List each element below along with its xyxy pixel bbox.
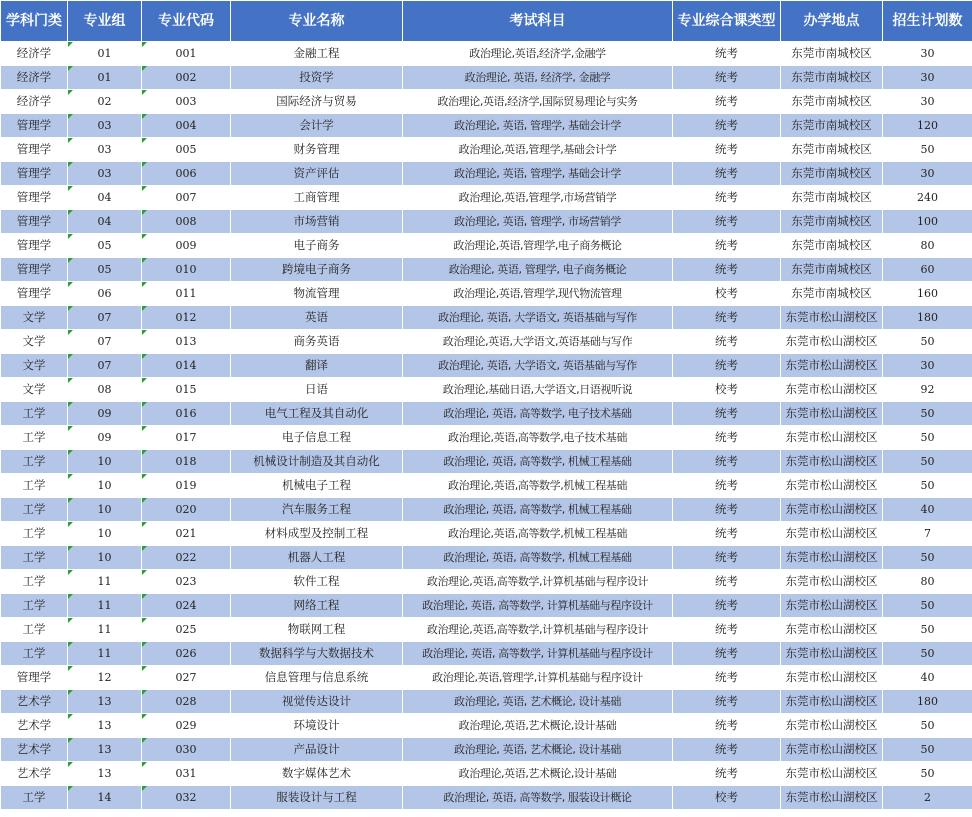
cell-quota: 50 bbox=[883, 450, 972, 474]
cell-quota: 50 bbox=[883, 546, 972, 570]
cell-group: 03 bbox=[68, 138, 142, 162]
cell-campus: 东莞市松山湖校区 bbox=[781, 762, 883, 786]
cell-discipline: 工学 bbox=[1, 618, 68, 642]
cell-campus: 东莞市松山湖校区 bbox=[781, 738, 883, 762]
cell-exam-subjects: 政治理论, 英语, 管理学, 基础会计学 bbox=[403, 114, 673, 138]
cell-exam-subjects: 政治理论, 英语, 管理学, 市场营销学 bbox=[403, 210, 673, 234]
cell-major-name: 汽车服务工程 bbox=[231, 498, 403, 522]
table-row bbox=[1, 738, 972, 762]
cell-discipline: 文学 bbox=[1, 306, 68, 330]
table-row bbox=[1, 474, 972, 498]
cell-exam-type: 统考 bbox=[673, 402, 781, 426]
cell-discipline: 工学 bbox=[1, 594, 68, 618]
cell-quota: 50 bbox=[883, 642, 972, 666]
header-exam-type: 专业综合课类型 bbox=[673, 1, 781, 42]
cell-major-code: 016 bbox=[142, 402, 231, 426]
cell-exam-subjects: 政治理论,英语,高等数学,电子技术基础 bbox=[403, 426, 673, 450]
cell-discipline: 经济学 bbox=[1, 90, 68, 114]
table-row bbox=[1, 90, 972, 114]
cell-major-code: 014 bbox=[142, 354, 231, 378]
cell-campus: 东莞市松山湖校区 bbox=[781, 522, 883, 546]
cell-exam-subjects: 政治理论, 英语, 经济学, 金融学 bbox=[403, 66, 673, 90]
cell-quota: 80 bbox=[883, 234, 972, 258]
cell-campus: 东莞市南城校区 bbox=[781, 42, 883, 66]
cell-exam-type: 统考 bbox=[673, 546, 781, 570]
cell-exam-type: 校考 bbox=[673, 786, 781, 810]
cell-major-name: 国际经济与贸易 bbox=[231, 90, 403, 114]
cell-exam-type: 统考 bbox=[673, 690, 781, 714]
cell-campus: 东莞市松山湖校区 bbox=[781, 690, 883, 714]
cell-discipline: 工学 bbox=[1, 498, 68, 522]
cell-exam-subjects: 政治理论,英语,高等数学,机械工程基础 bbox=[403, 474, 673, 498]
cell-discipline: 经济学 bbox=[1, 66, 68, 90]
cell-major-code: 024 bbox=[142, 594, 231, 618]
cell-campus: 东莞市松山湖校区 bbox=[781, 306, 883, 330]
cell-exam-type: 统考 bbox=[673, 570, 781, 594]
cell-quota: 40 bbox=[883, 666, 972, 690]
cell-discipline: 管理学 bbox=[1, 162, 68, 186]
cell-discipline: 工学 bbox=[1, 786, 68, 810]
table-row bbox=[1, 570, 972, 594]
cell-group: 10 bbox=[68, 450, 142, 474]
cell-group: 04 bbox=[68, 186, 142, 210]
cell-exam-type: 统考 bbox=[673, 738, 781, 762]
cell-major-code: 025 bbox=[142, 618, 231, 642]
cell-discipline: 管理学 bbox=[1, 138, 68, 162]
cell-group: 03 bbox=[68, 114, 142, 138]
cell-group: 13 bbox=[68, 714, 142, 738]
table-row bbox=[1, 546, 972, 570]
cell-discipline: 艺术学 bbox=[1, 762, 68, 786]
cell-exam-type: 统考 bbox=[673, 426, 781, 450]
cell-group: 10 bbox=[68, 474, 142, 498]
cell-campus: 东莞市南城校区 bbox=[781, 90, 883, 114]
table-row bbox=[1, 498, 972, 522]
cell-exam-type: 统考 bbox=[673, 162, 781, 186]
cell-major-name: 电子商务 bbox=[231, 234, 403, 258]
cell-major-code: 006 bbox=[142, 162, 231, 186]
cell-group: 11 bbox=[68, 594, 142, 618]
cell-exam-type: 统考 bbox=[673, 258, 781, 282]
cell-campus: 东莞市松山湖校区 bbox=[781, 330, 883, 354]
cell-discipline: 文学 bbox=[1, 330, 68, 354]
cell-discipline: 工学 bbox=[1, 642, 68, 666]
cell-quota: 50 bbox=[883, 738, 972, 762]
cell-exam-subjects: 政治理论, 英语, 高等数学, 机械工程基础 bbox=[403, 498, 673, 522]
cell-major-code: 023 bbox=[142, 570, 231, 594]
cell-exam-subjects: 政治理论, 英语, 艺术概论, 设计基础 bbox=[403, 738, 673, 762]
cell-exam-type: 统考 bbox=[673, 42, 781, 66]
table-row bbox=[1, 378, 972, 402]
cell-quota: 2 bbox=[883, 786, 972, 810]
cell-exam-type: 统考 bbox=[673, 330, 781, 354]
cell-major-name: 数字媒体艺术 bbox=[231, 762, 403, 786]
cell-exam-subjects: 政治理论,英语,管理学,计算机基础与程序设计 bbox=[403, 666, 673, 690]
cell-major-code: 005 bbox=[142, 138, 231, 162]
header-major-code: 专业代码 bbox=[142, 1, 231, 42]
cell-campus: 东莞市松山湖校区 bbox=[781, 426, 883, 450]
cell-group: 13 bbox=[68, 690, 142, 714]
header-group: 专业组 bbox=[68, 1, 142, 42]
cell-group: 11 bbox=[68, 642, 142, 666]
cell-exam-type: 统考 bbox=[673, 522, 781, 546]
cell-quota: 92 bbox=[883, 378, 972, 402]
cell-campus: 东莞市南城校区 bbox=[781, 258, 883, 282]
header-campus: 办学地点 bbox=[781, 1, 883, 42]
cell-exam-type: 统考 bbox=[673, 594, 781, 618]
cell-quota: 7 bbox=[883, 522, 972, 546]
cell-major-code: 029 bbox=[142, 714, 231, 738]
cell-group: 02 bbox=[68, 90, 142, 114]
cell-exam-subjects: 政治理论,英语,艺术概论,设计基础 bbox=[403, 762, 673, 786]
cell-group: 09 bbox=[68, 426, 142, 450]
cell-campus: 东莞市松山湖校区 bbox=[781, 570, 883, 594]
cell-major-code: 009 bbox=[142, 234, 231, 258]
cell-exam-subjects: 政治理论,英语,经济学,国际贸易理论与实务 bbox=[403, 90, 673, 114]
table-row bbox=[1, 234, 972, 258]
cell-quota: 50 bbox=[883, 474, 972, 498]
cell-campus: 东莞市松山湖校区 bbox=[781, 450, 883, 474]
cell-major-code: 003 bbox=[142, 90, 231, 114]
cell-major-name: 视觉传达设计 bbox=[231, 690, 403, 714]
cell-exam-type: 统考 bbox=[673, 138, 781, 162]
cell-major-name: 物联网工程 bbox=[231, 618, 403, 642]
cell-campus: 东莞市松山湖校区 bbox=[781, 498, 883, 522]
cell-group: 14 bbox=[68, 786, 142, 810]
cell-major-name: 数据科学与大数据技术 bbox=[231, 642, 403, 666]
cell-discipline: 管理学 bbox=[1, 258, 68, 282]
cell-major-name: 环境设计 bbox=[231, 714, 403, 738]
cell-major-code: 026 bbox=[142, 642, 231, 666]
cell-major-name: 机械电子工程 bbox=[231, 474, 403, 498]
table-row bbox=[1, 714, 972, 738]
table-row bbox=[1, 114, 972, 138]
table-row bbox=[1, 426, 972, 450]
table-row bbox=[1, 594, 972, 618]
cell-major-code: 020 bbox=[142, 498, 231, 522]
cell-major-code: 027 bbox=[142, 666, 231, 690]
cell-campus: 东莞市松山湖校区 bbox=[781, 354, 883, 378]
cell-major-name: 电气工程及其自动化 bbox=[231, 402, 403, 426]
table-header bbox=[1, 1, 972, 42]
cell-discipline: 管理学 bbox=[1, 186, 68, 210]
cell-discipline: 管理学 bbox=[1, 282, 68, 306]
cell-major-name: 工商管理 bbox=[231, 186, 403, 210]
cell-exam-type: 校考 bbox=[673, 282, 781, 306]
cell-group: 07 bbox=[68, 306, 142, 330]
cell-exam-type: 统考 bbox=[673, 762, 781, 786]
cell-group: 09 bbox=[68, 402, 142, 426]
cell-exam-type: 统考 bbox=[673, 498, 781, 522]
cell-group: 11 bbox=[68, 570, 142, 594]
cell-campus: 东莞市松山湖校区 bbox=[781, 546, 883, 570]
table-row bbox=[1, 666, 972, 690]
cell-major-name: 软件工程 bbox=[231, 570, 403, 594]
table-row bbox=[1, 258, 972, 282]
cell-group: 10 bbox=[68, 546, 142, 570]
table-row bbox=[1, 306, 972, 330]
cell-exam-type: 统考 bbox=[673, 114, 781, 138]
cell-exam-subjects: 政治理论, 英语, 高等数学, 计算机基础与程序设计 bbox=[403, 594, 673, 618]
cell-exam-type: 统考 bbox=[673, 642, 781, 666]
table-row bbox=[1, 786, 972, 810]
cell-exam-subjects: 政治理论,英语,管理学,现代物流管理 bbox=[403, 282, 673, 306]
cell-group: 11 bbox=[68, 618, 142, 642]
cell-exam-type: 统考 bbox=[673, 666, 781, 690]
cell-major-code: 032 bbox=[142, 786, 231, 810]
cell-major-name: 信息管理与信息系统 bbox=[231, 666, 403, 690]
cell-discipline: 文学 bbox=[1, 378, 68, 402]
cell-major-name: 材料成型及控制工程 bbox=[231, 522, 403, 546]
cell-exam-type: 统考 bbox=[673, 306, 781, 330]
cell-discipline: 管理学 bbox=[1, 114, 68, 138]
cell-group: 03 bbox=[68, 162, 142, 186]
cell-exam-subjects: 政治理论, 英语, 管理学, 电子商务概论 bbox=[403, 258, 673, 282]
cell-group: 06 bbox=[68, 282, 142, 306]
cell-campus: 东莞市南城校区 bbox=[781, 114, 883, 138]
cell-group: 07 bbox=[68, 354, 142, 378]
cell-major-code: 028 bbox=[142, 690, 231, 714]
cell-quota: 50 bbox=[883, 138, 972, 162]
cell-major-code: 021 bbox=[142, 522, 231, 546]
cell-major-name: 网络工程 bbox=[231, 594, 403, 618]
cell-group: 10 bbox=[68, 498, 142, 522]
cell-exam-type: 统考 bbox=[673, 618, 781, 642]
table-row bbox=[1, 210, 972, 234]
cell-major-code: 004 bbox=[142, 114, 231, 138]
cell-exam-subjects: 政治理论,英语,高等数学,计算机基础与程序设计 bbox=[403, 618, 673, 642]
cell-major-code: 013 bbox=[142, 330, 231, 354]
cell-campus: 东莞市南城校区 bbox=[781, 66, 883, 90]
cell-exam-subjects: 政治理论,英语,管理学,基础会计学 bbox=[403, 138, 673, 162]
cell-exam-subjects: 政治理论,英语,大学语文,英语基础与写作 bbox=[403, 330, 673, 354]
cell-campus: 东莞市松山湖校区 bbox=[781, 618, 883, 642]
cell-major-name: 翻译 bbox=[231, 354, 403, 378]
cell-exam-subjects: 政治理论, 英语, 高等数学, 电子技术基础 bbox=[403, 402, 673, 426]
cell-discipline: 管理学 bbox=[1, 234, 68, 258]
header-quota: 招生计划数 bbox=[883, 1, 972, 42]
cell-discipline: 经济学 bbox=[1, 42, 68, 66]
cell-campus: 东莞市松山湖校区 bbox=[781, 666, 883, 690]
cell-quota: 80 bbox=[883, 570, 972, 594]
cell-discipline: 工学 bbox=[1, 570, 68, 594]
table-row bbox=[1, 42, 972, 66]
cell-exam-subjects: 政治理论, 英语, 大学语文, 英语基础与写作 bbox=[403, 306, 673, 330]
cell-major-name: 商务英语 bbox=[231, 330, 403, 354]
cell-major-code: 030 bbox=[142, 738, 231, 762]
table-row bbox=[1, 138, 972, 162]
cell-quota: 30 bbox=[883, 90, 972, 114]
cell-exam-subjects: 政治理论,英语,管理学,市场营销学 bbox=[403, 186, 673, 210]
cell-group: 01 bbox=[68, 42, 142, 66]
cell-major-code: 001 bbox=[142, 42, 231, 66]
header-major-name: 专业名称 bbox=[231, 1, 403, 42]
cell-exam-type: 校考 bbox=[673, 378, 781, 402]
cell-group: 05 bbox=[68, 258, 142, 282]
cell-major-name: 投资学 bbox=[231, 66, 403, 90]
table-row bbox=[1, 690, 972, 714]
table-row bbox=[1, 618, 972, 642]
cell-campus: 东莞市南城校区 bbox=[781, 186, 883, 210]
cell-exam-subjects: 政治理论,英语,高等数学,计算机基础与程序设计 bbox=[403, 570, 673, 594]
cell-major-code: 019 bbox=[142, 474, 231, 498]
cell-campus: 东莞市松山湖校区 bbox=[781, 594, 883, 618]
cell-exam-type: 统考 bbox=[673, 90, 781, 114]
cell-campus: 东莞市松山湖校区 bbox=[781, 474, 883, 498]
cell-campus: 东莞市松山湖校区 bbox=[781, 786, 883, 810]
cell-quota: 50 bbox=[883, 714, 972, 738]
cell-quota: 50 bbox=[883, 618, 972, 642]
cell-exam-type: 统考 bbox=[673, 66, 781, 90]
cell-exam-subjects: 政治理论, 英语, 高等数学, 机械工程基础 bbox=[403, 546, 673, 570]
table-row bbox=[1, 354, 972, 378]
cell-discipline: 管理学 bbox=[1, 210, 68, 234]
cell-group: 04 bbox=[68, 210, 142, 234]
table-row bbox=[1, 282, 972, 306]
cell-quota: 30 bbox=[883, 354, 972, 378]
table-row bbox=[1, 330, 972, 354]
cell-quota: 120 bbox=[883, 114, 972, 138]
cell-discipline: 管理学 bbox=[1, 666, 68, 690]
table-row bbox=[1, 402, 972, 426]
cell-campus: 东莞市南城校区 bbox=[781, 162, 883, 186]
cell-campus: 东莞市南城校区 bbox=[781, 282, 883, 306]
cell-major-name: 金融工程 bbox=[231, 42, 403, 66]
cell-group: 07 bbox=[68, 330, 142, 354]
cell-quota: 30 bbox=[883, 42, 972, 66]
cell-exam-subjects: 政治理论, 英语, 高等数学, 计算机基础与程序设计 bbox=[403, 642, 673, 666]
table-row bbox=[1, 162, 972, 186]
cell-campus: 东莞市南城校区 bbox=[781, 234, 883, 258]
cell-campus: 东莞市松山湖校区 bbox=[781, 402, 883, 426]
cell-major-code: 017 bbox=[142, 426, 231, 450]
cell-exam-subjects: 政治理论, 英语, 高等数学, 服装设计概论 bbox=[403, 786, 673, 810]
cell-major-code: 011 bbox=[142, 282, 231, 306]
cell-exam-subjects: 政治理论,英语,经济学,金融学 bbox=[403, 42, 673, 66]
cell-major-code: 012 bbox=[142, 306, 231, 330]
cell-discipline: 艺术学 bbox=[1, 714, 68, 738]
cell-major-code: 010 bbox=[142, 258, 231, 282]
cell-quota: 50 bbox=[883, 426, 972, 450]
cell-major-name: 服装设计与工程 bbox=[231, 786, 403, 810]
cell-discipline: 工学 bbox=[1, 426, 68, 450]
cell-group: 13 bbox=[68, 738, 142, 762]
cell-quota: 40 bbox=[883, 498, 972, 522]
cell-quota: 180 bbox=[883, 306, 972, 330]
cell-group: 10 bbox=[68, 522, 142, 546]
cell-quota: 180 bbox=[883, 690, 972, 714]
cell-exam-type: 统考 bbox=[673, 234, 781, 258]
cell-quota: 50 bbox=[883, 762, 972, 786]
cell-discipline: 艺术学 bbox=[1, 690, 68, 714]
cell-exam-subjects: 政治理论, 英语, 艺术概论, 设计基础 bbox=[403, 690, 673, 714]
cell-exam-subjects: 政治理论,基础日语,大学语文,日语视听说 bbox=[403, 378, 673, 402]
cell-discipline: 艺术学 bbox=[1, 738, 68, 762]
cell-group: 08 bbox=[68, 378, 142, 402]
cell-exam-subjects: 政治理论, 英语, 高等数学, 机械工程基础 bbox=[403, 450, 673, 474]
cell-exam-subjects: 政治理论,英语,管理学,电子商务概论 bbox=[403, 234, 673, 258]
cell-quota: 60 bbox=[883, 258, 972, 282]
cell-major-name: 电子信息工程 bbox=[231, 426, 403, 450]
cell-major-name: 会计学 bbox=[231, 114, 403, 138]
cell-major-name: 市场营销 bbox=[231, 210, 403, 234]
cell-exam-type: 统考 bbox=[673, 210, 781, 234]
cell-quota: 240 bbox=[883, 186, 972, 210]
cell-group: 12 bbox=[68, 666, 142, 690]
cell-discipline: 文学 bbox=[1, 354, 68, 378]
cell-major-name: 跨境电子商务 bbox=[231, 258, 403, 282]
cell-major-code: 031 bbox=[142, 762, 231, 786]
cell-group: 13 bbox=[68, 762, 142, 786]
cell-campus: 东莞市松山湖校区 bbox=[781, 378, 883, 402]
table-row bbox=[1, 186, 972, 210]
cell-exam-type: 统考 bbox=[673, 354, 781, 378]
cell-campus: 东莞市南城校区 bbox=[781, 210, 883, 234]
cell-major-name: 日语 bbox=[231, 378, 403, 402]
cell-exam-type: 统考 bbox=[673, 450, 781, 474]
table-row bbox=[1, 66, 972, 90]
cell-major-code: 022 bbox=[142, 546, 231, 570]
cell-quota: 30 bbox=[883, 66, 972, 90]
table-body bbox=[1, 42, 972, 810]
cell-quota: 160 bbox=[883, 282, 972, 306]
cell-major-name: 物流管理 bbox=[231, 282, 403, 306]
cell-major-name: 财务管理 bbox=[231, 138, 403, 162]
cell-quota: 50 bbox=[883, 402, 972, 426]
cell-major-name: 产品设计 bbox=[231, 738, 403, 762]
cell-exam-subjects: 政治理论, 英语, 大学语文, 英语基础与写作 bbox=[403, 354, 673, 378]
table-row bbox=[1, 762, 972, 786]
cell-group: 05 bbox=[68, 234, 142, 258]
cell-campus: 东莞市南城校区 bbox=[781, 138, 883, 162]
cell-group: 01 bbox=[68, 66, 142, 90]
cell-major-name: 机械设计制造及其自动化 bbox=[231, 450, 403, 474]
cell-major-code: 018 bbox=[142, 450, 231, 474]
cell-discipline: 工学 bbox=[1, 546, 68, 570]
cell-major-code: 007 bbox=[142, 186, 231, 210]
cell-major-code: 002 bbox=[142, 66, 231, 90]
cell-discipline: 工学 bbox=[1, 474, 68, 498]
table-row bbox=[1, 642, 972, 666]
cell-quota: 30 bbox=[883, 162, 972, 186]
cell-discipline: 工学 bbox=[1, 522, 68, 546]
cell-major-name: 资产评估 bbox=[231, 162, 403, 186]
cell-quota: 50 bbox=[883, 330, 972, 354]
cell-campus: 东莞市松山湖校区 bbox=[781, 642, 883, 666]
cell-major-code: 008 bbox=[142, 210, 231, 234]
cell-exam-type: 统考 bbox=[673, 474, 781, 498]
header-exam-subjects: 考试科目 bbox=[403, 1, 673, 42]
cell-discipline: 工学 bbox=[1, 450, 68, 474]
cell-quota: 100 bbox=[883, 210, 972, 234]
cell-quota: 50 bbox=[883, 594, 972, 618]
table-row bbox=[1, 450, 972, 474]
cell-major-name: 机器人工程 bbox=[231, 546, 403, 570]
cell-major-code: 015 bbox=[142, 378, 231, 402]
header-row bbox=[1, 1, 972, 42]
cell-exam-subjects: 政治理论,英语,高等数学,机械工程基础 bbox=[403, 522, 673, 546]
cell-major-name: 英语 bbox=[231, 306, 403, 330]
header-discipline: 学科门类 bbox=[1, 1, 68, 42]
cell-exam-subjects: 政治理论,英语,艺术概论,设计基础 bbox=[403, 714, 673, 738]
cell-exam-type: 统考 bbox=[673, 714, 781, 738]
table-row bbox=[1, 522, 972, 546]
cell-exam-subjects: 政治理论, 英语, 管理学, 基础会计学 bbox=[403, 162, 673, 186]
cell-discipline: 工学 bbox=[1, 402, 68, 426]
cell-exam-type: 统考 bbox=[673, 186, 781, 210]
cell-campus: 东莞市松山湖校区 bbox=[781, 714, 883, 738]
